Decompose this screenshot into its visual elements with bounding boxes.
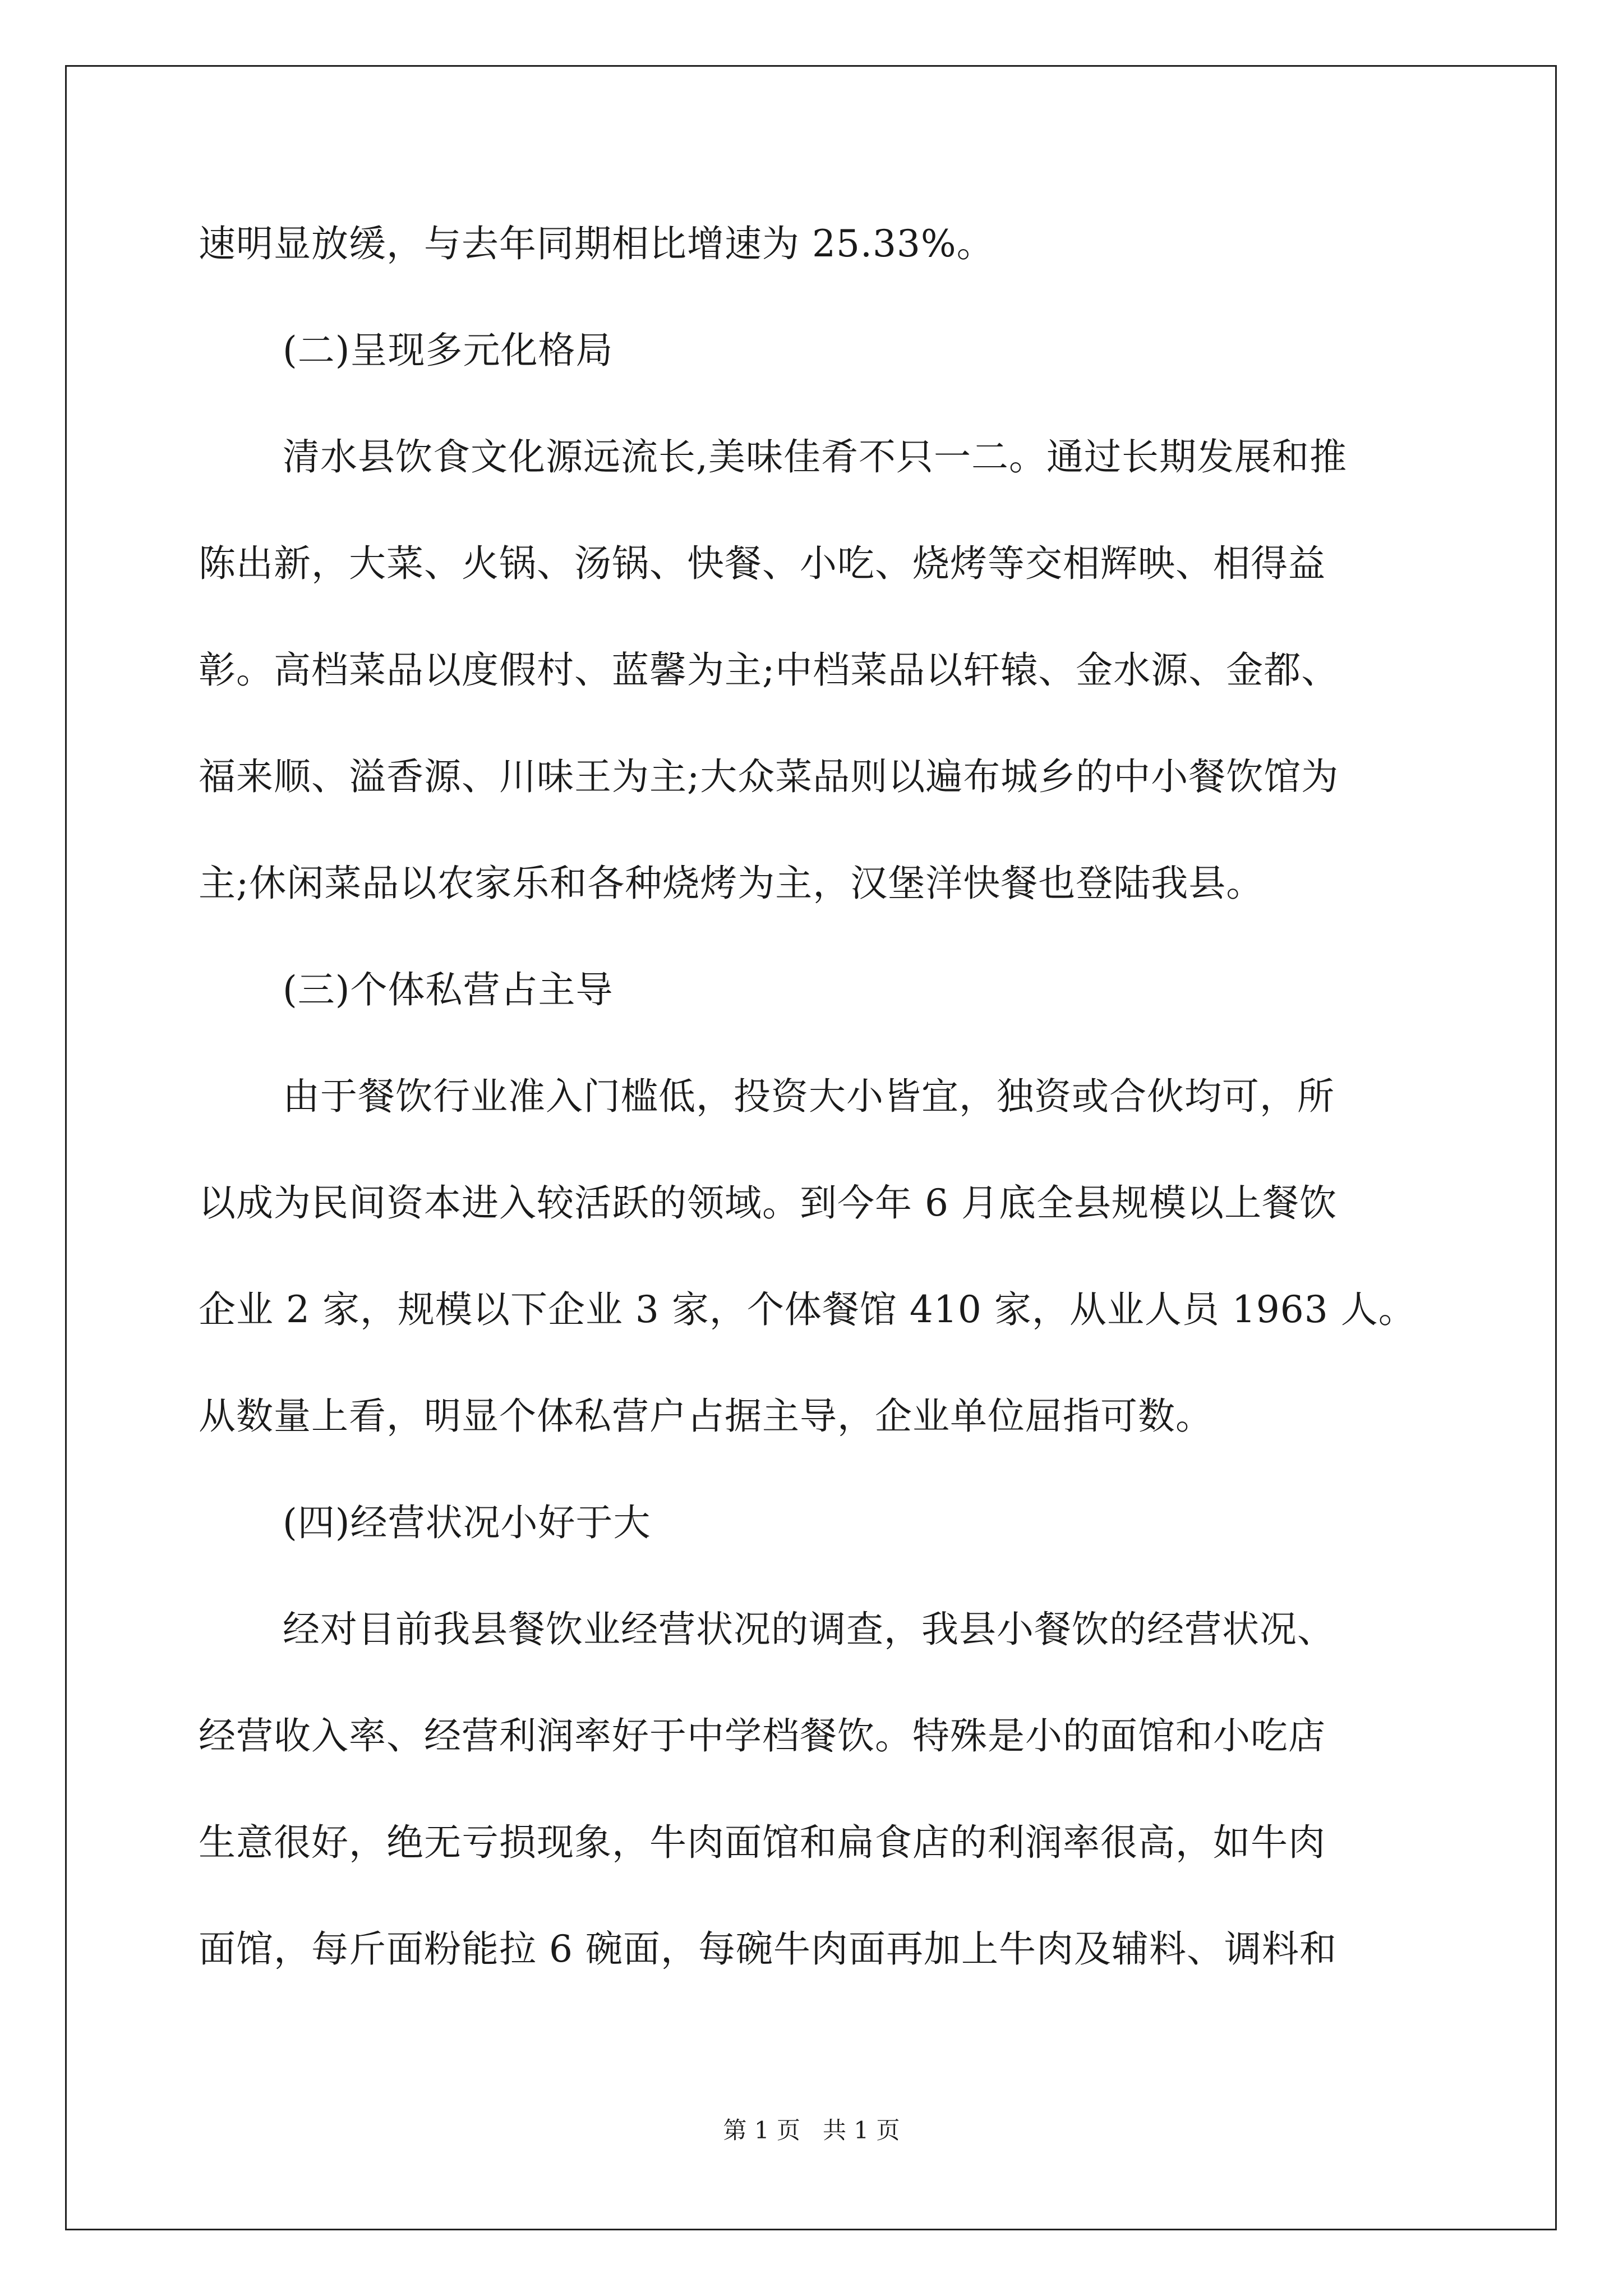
text-line: 主;休闲菜品以农家乐和各种烧烤为主，汉堡洋快餐也登陆我县。: [199, 862, 1264, 905]
text-line: 清水县饮食文化源远流长,美味佳肴不只一二。通过长期发展和推: [283, 435, 1347, 478]
section-heading-4: (四)经营状况小好于大: [283, 1501, 651, 1544]
text-line: 面馆，每斤面粉能拉 6 碗面，每碗牛肉面再加上牛肉及辅料、调料和: [199, 1927, 1337, 1971]
text-line: 速明显放缓，与去年同期相比增速为 25.33%。: [199, 222, 994, 265]
section-heading-2: (二)呈现多元化格局: [283, 329, 614, 372]
document-body: [199, 191, 1432, 2003]
text-line: 生意很好，绝无亏损现象，牛肉面馆和扁食店的利润率很高，如牛肉: [199, 1821, 1326, 1864]
text-line: 陈出新，大菜、火锅、汤锅、快餐、小吃、烧烤等交相辉映、相得益: [199, 542, 1326, 585]
text-line: 从数量上看，明显个体私营户占据主导，企业单位屈指可数。: [199, 1395, 1213, 1438]
text-line: 企业 2 家，规模以下企业 3 家，个体餐馆 410 家，从业人员 1963 人。: [199, 1288, 1416, 1331]
section-heading-3: (三)个体私营占主导: [283, 968, 614, 1011]
text-line: 以成为民间资本进入较活跃的领域。到今年 6 月底全县规模以上餐饮: [199, 1181, 1337, 1225]
text-line: 福来顺、溢香源、川味王为主;大众菜品则以遍布城乡的中小餐饮馆为: [199, 755, 1339, 798]
page-number-footer: 第 1 页 共 1 页: [723, 2116, 900, 2144]
text-line: 彰。高档菜品以度假村、蓝馨为主;中档菜品以轩辕、金水源、金都、: [199, 648, 1339, 692]
text-line: 由于餐饮行业准入门槛低，投资大小皆宜，独资或合伙均可，所: [283, 1075, 1335, 1118]
text-line: 经对目前我县餐饮业经营状况的调查，我县小餐饮的经营状况、: [283, 1608, 1335, 1651]
text-line: 经营收入率、经营利润率好于中学档餐饮。特殊是小的面馆和小吃店: [199, 1714, 1326, 1757]
